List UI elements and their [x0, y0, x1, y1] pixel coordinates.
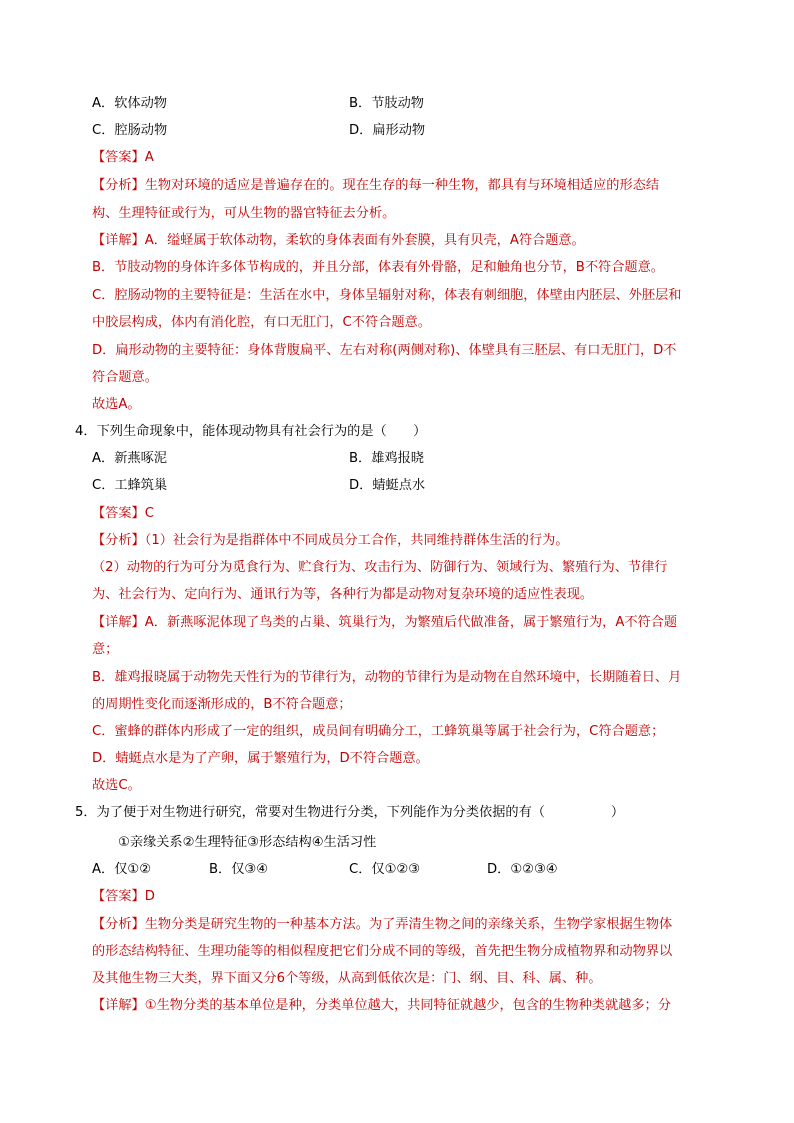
analysis-tag: 【分析】: [92, 917, 145, 932]
q5-option-d: D．①②③④: [487, 862, 558, 877]
q5-option-b: B．仅③④: [209, 862, 269, 877]
q3-analysis-line: [92, 177, 659, 195]
q3-detail-line: 符合题意。: [92, 370, 158, 385]
q3-detail-line: B．节肢动物的身体许多体节构成的，并且分部，体表有外骨骼，足和触角也分节，B不符合题意。: [92, 260, 664, 275]
q4-analysis-line: 为、社会行为、定向行为、通讯行为等，各种行为都是动物对复杂环境的适应性表现。: [92, 587, 594, 602]
q3-answer: [92, 149, 154, 167]
q3-detail-line: C．腔肠动物的主要特征是：生活在水中，身体呈辐射对称，体表有刺细胞，体壁由内胚层、外胚层和: [92, 288, 682, 303]
q3-option-d: D．扁形动物: [349, 123, 426, 138]
q3-option-a: A．软体动物: [92, 96, 167, 111]
q4-detail-line: 的周期性变化而逐渐形成的，B不符合题意；: [92, 697, 352, 712]
detail-text: A．新燕啄泥体现了鸟类的占巢、筑巢行为，为繁殖后代做准备，属于繁殖行为，A不符合题: [144, 615, 678, 630]
answer-tag: 【答案】: [92, 150, 145, 165]
q5-detail-line: [92, 997, 671, 1015]
detail-text: ①生物分类的基本单位是种，分类单位越大，共同特征就越少，包含的生物种类就越多；分: [144, 998, 671, 1013]
q5-stem: 5．为了便于对生物进行研究，常要对生物进行分类，下列能作为分类依据的有（ ）: [75, 805, 625, 820]
analysis-text: 生物对环境的适应是普遍存在的。现在生存的每一种生物，都具有与环境相适应的形态结: [144, 178, 660, 193]
detail-tag: 【详解】: [92, 998, 145, 1013]
q4-option-b: B．雄鸡报晓: [349, 451, 424, 466]
detail-tag: 【详解】: [92, 233, 145, 248]
q4-analysis-line: （2）动物的行为可分为觅食行为、贮食行为、攻击行为、防御行为、领域行为、繁殖行为、节律行: [92, 560, 668, 575]
q4-answer: [92, 505, 154, 523]
q4-detail-line: D．蜻蜓点水是为了产卵，属于繁殖行为，D不符合题意。: [92, 751, 429, 766]
answer-tag: 【答案】: [92, 506, 145, 521]
analysis-tag: 【分析】: [92, 178, 145, 193]
q3-conclusion: 故选A。: [92, 397, 141, 412]
q4-analysis-line: [92, 532, 569, 550]
q5-option-c: C．仅①②③: [349, 862, 421, 877]
q4-option-a: A．新燕啄泥: [92, 451, 167, 466]
q3-detail-line: 中胶层构成，体内有消化腔，有口无肛门，C不符合题意。: [92, 315, 431, 330]
answer-value: D: [144, 889, 155, 904]
detail-tag: 【详解】: [92, 615, 145, 630]
analysis-text: （1）社会行为是指群体中不同成员分工合作，共同维持群体生活的行为。: [144, 533, 569, 548]
q5-analysis-line: 的形态结构特征、生理功能等的相似程度把它们分成不同的等级，首先把生物分成植物界和动物界以: [92, 944, 673, 959]
q3-option-c: C．腔肠动物: [92, 123, 168, 138]
q4-detail-line: B．雄鸡报晓属于动物先天性行为的节律行为，动物的节律行为是动物在自然环境中，长期随着日、月: [92, 670, 682, 685]
q4-detail-line: 意；: [92, 642, 119, 657]
q3-analysis-line: 构、生理特征或行为，可从生物的器官特征去分析。: [92, 206, 396, 221]
q5-answer: [92, 888, 155, 906]
q4-stem: 4．下列生命现象中，能体现动物具有社会行为的是（ ）: [75, 424, 427, 439]
q5-analysis-line: [92, 916, 672, 934]
answer-value: A: [144, 150, 154, 165]
q4-detail-line: C．蜜蜂的群体内形成了一定的组织，成员间有明确分工，工蜂筑巢等属于社会行为，C符合题意；: [92, 724, 665, 739]
q4-conclusion: 故选C。: [92, 778, 141, 793]
q4-option-c: C．工蜂筑巢: [92, 478, 168, 493]
q3-option-b: B．节肢动物: [349, 96, 424, 111]
q3-detail-line: D．扁形动物的主要特征：身体背腹扁平、左右对称(两侧对称)、体壁具有三胚层、有口无肛门，D不: [92, 343, 677, 358]
q4-option-d: D．蜻蜓点水: [349, 478, 426, 493]
detail-text: A．缢蛏属于软体动物，柔软的身体表面有外套膜，具有贝壳，A符合题意。: [144, 233, 585, 248]
q4-detail-line: [92, 614, 677, 632]
q5-sub-statement: ①亲缘关系②生理特征③形态结构④生活习性: [118, 835, 377, 850]
q5-option-a: A．仅①②: [92, 862, 152, 877]
answer-tag: 【答案】: [92, 889, 145, 904]
analysis-text: 生物分类是研究生物的一种基本方法。为了弄清生物之间的亲缘关系，生物学家根据生物体: [144, 917, 673, 932]
q3-detail-line: [92, 232, 585, 250]
q5-analysis-line: 及其他生物三大类，界下面又分6个等级，从高到低依次是：门、纲、目、科、属、种。: [92, 971, 602, 986]
analysis-tag: 【分析】: [92, 533, 145, 548]
answer-value: C: [144, 506, 154, 521]
